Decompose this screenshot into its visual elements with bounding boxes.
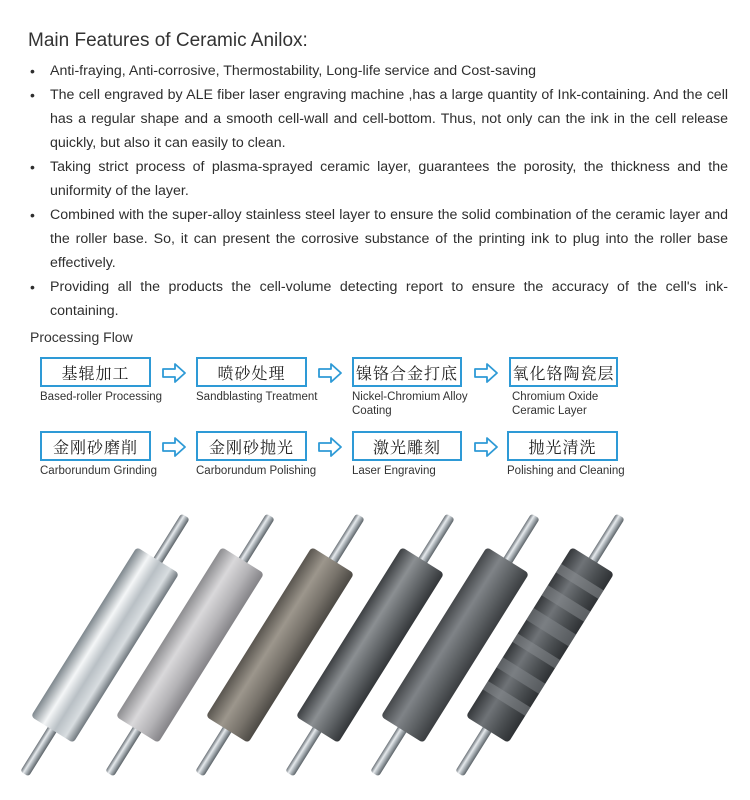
flow-step-box: 抛光清洗 bbox=[507, 431, 618, 461]
flow-step-caption: Chromium Oxide Ceramic Layer bbox=[512, 391, 599, 417]
flow-step-chromium-oxide bbox=[509, 357, 618, 418]
flow-step-box: 基辊加工 bbox=[40, 357, 151, 387]
flow-step-based-roller bbox=[40, 357, 162, 404]
right-arrow-icon bbox=[317, 363, 343, 383]
feature-item: • Anti-fraying, Anti-corrosive, Thermostability, Long-life service and Cost-saving bbox=[28, 59, 728, 83]
flow-step-sandblasting bbox=[196, 357, 317, 404]
right-arrow-icon bbox=[317, 437, 343, 457]
flow-step-caption: Laser Engraving bbox=[352, 465, 436, 477]
flow-step-carborundum-grinding bbox=[40, 431, 157, 478]
flow-step-caption: Sandblasting Treatment bbox=[196, 391, 318, 403]
roller-stages-illustration bbox=[0, 495, 750, 800]
feature-item: • Taking strict process of plasma-sprayed ceramic layer, guarantees the porosity, the thickness and the uniformity of the layer. bbox=[28, 155, 728, 203]
flow-step-polishing-cleaning bbox=[507, 431, 625, 478]
page-title: Main Features of Ceramic Anilox: bbox=[28, 30, 308, 51]
flow-step-box: 喷砂处理 bbox=[196, 357, 307, 387]
flow-step-caption: Based-roller Processing bbox=[40, 391, 163, 403]
flow-step-box: 金刚砂磨削 bbox=[40, 431, 151, 461]
right-arrow-icon bbox=[161, 437, 187, 457]
flow-step-nickel-chromium bbox=[352, 357, 468, 418]
flow-step-laser-engraving bbox=[352, 431, 462, 478]
flow-step-caption: Nickel-Chromium Alloy Coating bbox=[352, 391, 468, 417]
flow-step-box: 激光雕刻 bbox=[352, 431, 462, 461]
flow-step-caption: Polishing and Cleaning bbox=[507, 465, 625, 477]
flow-step-box: 金刚砂抛光 bbox=[196, 431, 307, 461]
right-arrow-icon bbox=[161, 363, 187, 383]
right-arrow-icon bbox=[473, 437, 499, 457]
flow-step-caption: Carborundum Polishing bbox=[196, 465, 317, 477]
feature-item: • The cell engraved by ALE fiber laser engraving machine ,has a large quantity of Ink-containing. And the cell has a regular shape and a smooth cell-wall and cell-bottom. Thus, not only can the ink in the cell release quickly, but also it can easily to clean. bbox=[28, 83, 728, 155]
flow-step-carborundum-polishing bbox=[196, 431, 316, 478]
flow-step-box: 镍铬合金打底 bbox=[352, 357, 462, 387]
feature-item: • Providing all the products the cell-volume detecting report to ensure the accuracy of the cell's ink-containing. bbox=[28, 275, 728, 323]
flow-step-box: 氧化铬陶瓷层 bbox=[509, 357, 618, 387]
feature-item: • Combined with the super-alloy stainless steel layer to ensure the solid combination of the ceramic layer and the roller base. So, it can present the corrosive substance of the printing ink to plug into the roller base effectively. bbox=[28, 203, 728, 275]
flow-step-caption: Carborundum Grinding bbox=[40, 465, 157, 477]
right-arrow-icon bbox=[473, 363, 499, 383]
processing-flow-title: Processing Flow bbox=[30, 329, 133, 345]
features-list bbox=[28, 59, 728, 323]
